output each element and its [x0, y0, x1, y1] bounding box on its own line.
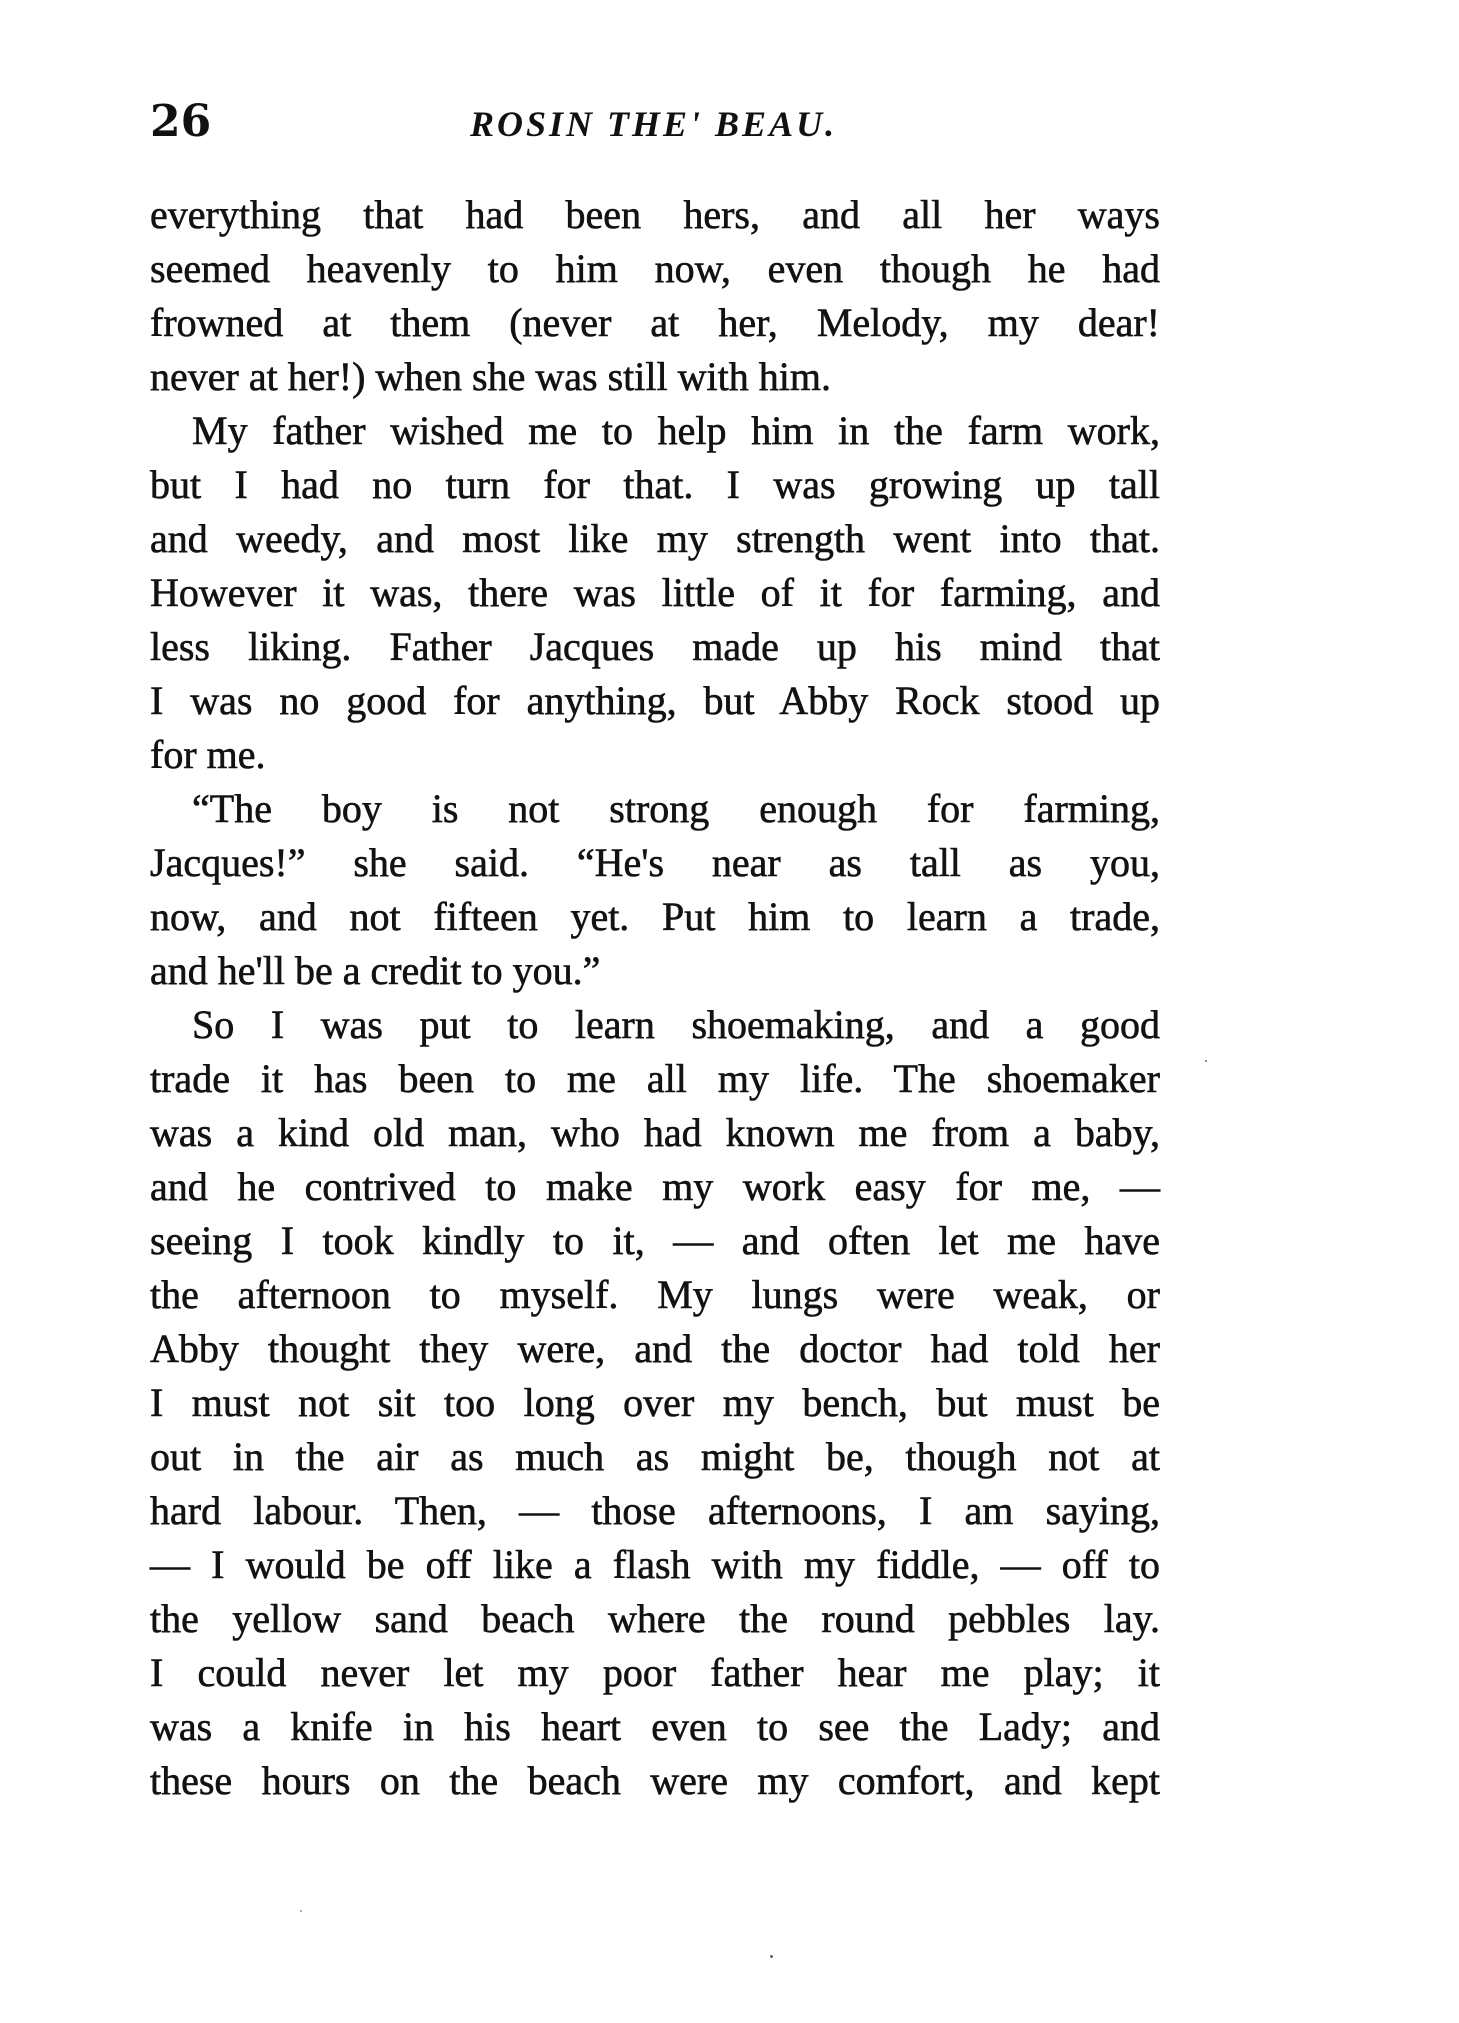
paper-speck [300, 1910, 302, 1912]
text-line: and weedy, and most like my strength went into that. [150, 516, 1160, 561]
text-line: Abby thought they were, and the doctor had told her [150, 1326, 1160, 1371]
text-line: these hours on the beach were my comfort, and kept [150, 1758, 1160, 1803]
text-line: So I was put to learn shoemaking, and a good [192, 1002, 1160, 1047]
paper-speck [1205, 1060, 1207, 1062]
text-line: now, and not fifteen yet. Put him to learn a trade, [150, 894, 1160, 939]
page-header [150, 96, 1160, 160]
text-line: — I would be off like a flash with my fiddle, — off to [150, 1542, 1160, 1587]
text-line: frowned at them (never at her, Melody, my dear! [150, 300, 1160, 345]
text-line: trade it has been to me all my life. The shoemaker [150, 1056, 1160, 1101]
running-head: ROSIN THE' BEAU. [470, 104, 838, 144]
text-line: Jacques!” she said. “He's near as tall as you, [150, 840, 1160, 885]
text-line: out in the air as much as might be, though not at [150, 1434, 1160, 1479]
text-line: the afternoon to myself. My lungs were weak, or [150, 1272, 1160, 1317]
text-line: everything that had been hers, and all her ways [150, 192, 1160, 237]
text-line: never at her!) when she was still with him. [150, 354, 831, 399]
text-line: My father wished me to help him in the farm work, [192, 408, 1160, 453]
text-line: and he'll be a credit to you.” [150, 948, 601, 993]
text-line: hard labour. Then, — those afternoons, I am saying, [150, 1488, 1160, 1533]
text-line: and he contrived to make my work easy for me, — [150, 1164, 1160, 1209]
paper-speck [770, 1955, 773, 1958]
text-line: was a kind old man, who had known me from a baby, [150, 1110, 1160, 1155]
text-line: less liking. Father Jacques made up his mind that [150, 624, 1160, 669]
text-line: the yellow sand beach where the round pebbles lay. [150, 1596, 1160, 1641]
text-line: seeing I took kindly to it, — and often let me have [150, 1218, 1160, 1263]
text-line: I was no good for anything, but Abby Rock stood up [150, 678, 1160, 723]
text-line: I must not sit too long over my bench, but must be [150, 1380, 1160, 1425]
text-line: “The boy is not strong enough for farming, [192, 786, 1160, 831]
text-line: seemed heavenly to him now, even though he had [150, 246, 1160, 291]
text-line: However it was, there was little of it for farming, and [150, 570, 1160, 615]
body-text [150, 188, 1160, 1808]
page-number: 26 [150, 96, 212, 147]
text-line: I could never let my poor father hear me play; it [150, 1650, 1160, 1695]
text-line: was a knife in his heart even to see the Lady; and [150, 1704, 1160, 1749]
text-line: but I had no turn for that. I was growing up tall [150, 462, 1160, 507]
text-line: for me. [150, 732, 266, 777]
